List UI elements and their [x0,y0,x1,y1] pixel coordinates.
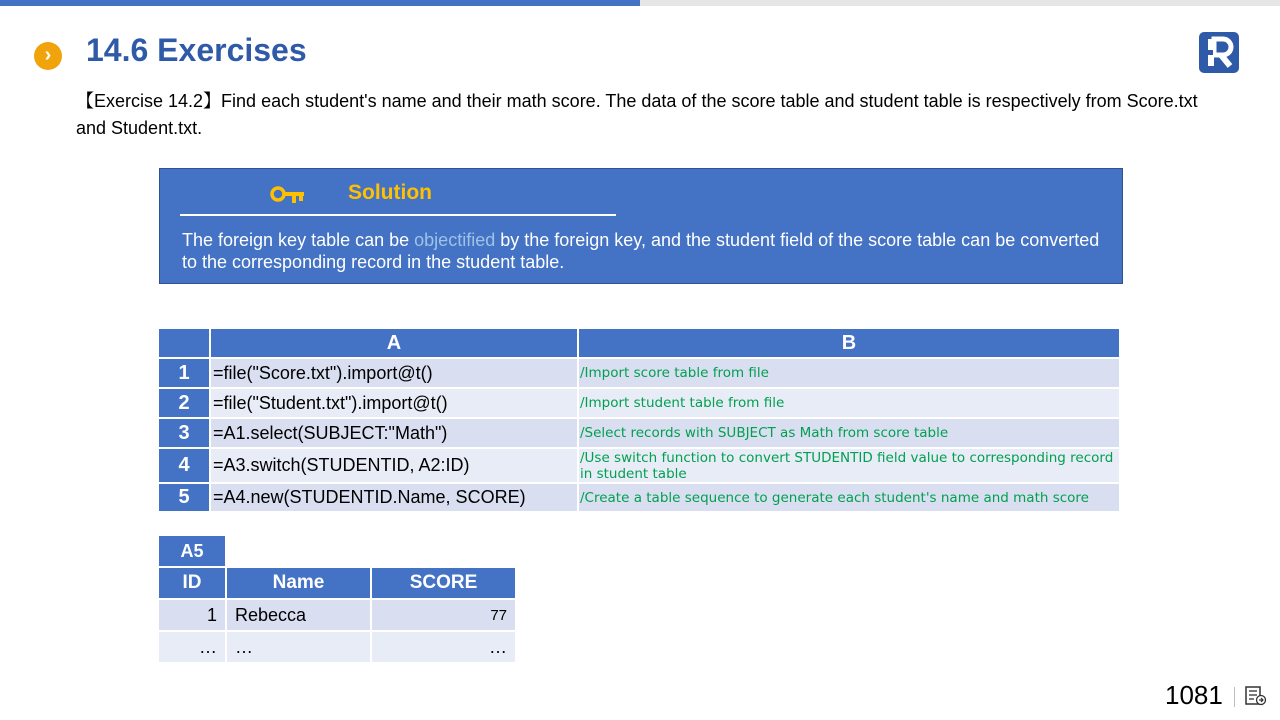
result-header-name: Name [227,568,372,600]
comment-cell[interactable]: /Import student table from file [579,389,1121,419]
result-table [159,536,517,664]
comment-cell[interactable]: /Use switch function to convert STUDENTID field value to corresponding record in student table [579,449,1121,484]
code-grid [159,329,1121,513]
chevron-right-icon: › [34,42,62,70]
solution-title: Solution [348,181,432,204]
slide-title: 14.6 Exercises [86,32,307,68]
result-cell-name: A5 [159,536,227,568]
code-cell[interactable]: =A1.select(SUBJECT:"Math") [211,419,579,449]
result-cell-name-value: … [227,632,372,664]
solution-divider [180,214,616,216]
comment-cell[interactable]: /Import score table from file [579,359,1121,389]
code-cell[interactable]: =file("Student.txt").import@t() [211,389,579,419]
result-spacer [372,536,517,568]
code-cell[interactable]: =file("Score.txt").import@t() [211,359,579,389]
comment-cell[interactable]: /Create a table sequence to generate each student's name and math score [579,484,1121,513]
row-number: 5 [159,484,211,513]
result-header-id: ID [159,568,227,600]
raqsoft-logo-icon [1199,32,1239,73]
progress-bar-fill [0,0,640,6]
grid-corner [159,329,211,359]
row-number: 3 [159,419,211,449]
result-cell-score: … [372,632,517,664]
solution-text-part: The foreign key table can be [182,230,415,250]
column-header-a: A [211,329,579,359]
result-spacer [227,536,372,568]
row-number: 4 [159,449,211,484]
solution-text-part: by the foreign key, and the student field of the score table can be converted to the corresponding record in the student table. [182,230,1100,272]
progress-bar [0,0,1280,6]
code-cell[interactable]: =A3.switch(STUDENTID, A2:ID) [211,449,579,484]
code-cell[interactable]: =A4.new(STUDENTID.Name, SCORE) [211,484,579,513]
row-number: 2 [159,389,211,419]
solution-text [182,229,1102,273]
result-cell-id: … [159,632,227,664]
result-cell-name-value: Rebecca [227,600,372,632]
exercise-description: 【Exercise 14.2】Find each student's name and their math score. The data of the score table and student table is respectively from Score.txt and Student.txt. [76,91,1198,138]
solution-box [159,168,1123,284]
row-number: 1 [159,359,211,389]
key-icon [270,186,306,211]
solution-highlight: objectified [414,230,496,250]
comment-cell[interactable]: /Select records with SUBJECT as Math from score table [579,419,1121,449]
notes-icon[interactable] [1245,686,1267,711]
result-header-score: SCORE [372,568,517,600]
footer-divider [1234,687,1235,707]
page-number: 1081 [1165,680,1223,710]
result-cell-score: 77 [372,600,517,632]
result-cell-id: 1 [159,600,227,632]
column-header-b: B [579,329,1121,359]
